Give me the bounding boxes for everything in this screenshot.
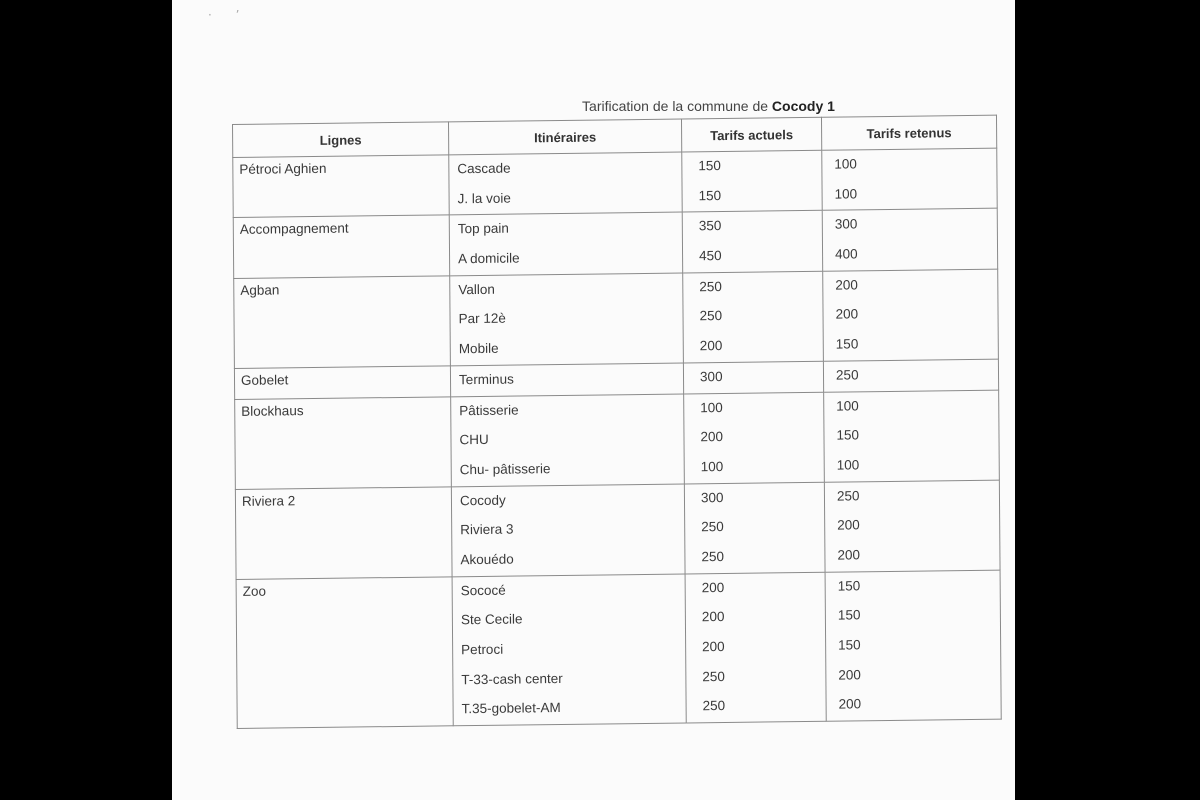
tarif-actuel-cell (684, 392, 825, 484)
itineraire-value: Mobile (458, 340, 499, 357)
itineraire-value: Cascade (457, 160, 511, 177)
tarif-retenu-value: 150 (836, 427, 860, 443)
itineraire-value: Pâtisserie (459, 402, 519, 418)
itineraire-value: Cocody (459, 492, 506, 508)
tarif-actuel-value: 150 (698, 158, 721, 174)
itineraire-value: Sococé (460, 582, 506, 598)
itineraire-value: Riviera 3 (460, 521, 514, 538)
tarif-actuel-value: 250 (699, 278, 722, 295)
ligne-name: Riviera 2 (241, 492, 296, 509)
itineraire-value: Par 12è (458, 311, 506, 327)
tarif-retenu-value: 200 (837, 517, 860, 533)
tarif-actuel-value: 200 (700, 429, 724, 445)
tarif-retenu-cell (824, 390, 1000, 482)
table-row (236, 570, 1001, 729)
tarif-retenu-value: 100 (836, 397, 859, 414)
tarif-actuel-cell (683, 361, 823, 393)
scan-marks: · ’ (208, 8, 250, 22)
tarif-table (232, 115, 1002, 729)
ligne-name: Accompagnement (239, 220, 349, 238)
tarif-retenu-cell (823, 269, 999, 361)
itineraire-value: Top pain (457, 220, 509, 237)
tarif-actuel-cell (682, 150, 822, 212)
tarif-actuel-value: 200 (702, 638, 725, 655)
tarif-retenu-value: 200 (837, 547, 861, 563)
itineraire-value: Terminus (458, 371, 514, 388)
tarif-retenu-cell (823, 359, 998, 392)
tarif-retenu-value: 300 (834, 216, 858, 233)
header-itineraires: Itinéraires (448, 119, 681, 155)
tarif-table-wrapper (232, 115, 1001, 729)
itineraire-cell (451, 393, 685, 486)
ligne-cell (235, 486, 452, 579)
itineraire-value: T-33-cash center (461, 670, 563, 687)
tarif-actuel-cell (684, 482, 825, 574)
itineraire-cell (450, 273, 684, 366)
tarif-retenu-value: 100 (836, 457, 860, 473)
ligne-cell (235, 396, 452, 489)
tarif-retenu-value: 200 (835, 277, 858, 293)
table-row (235, 480, 1000, 579)
page-title (172, 98, 1015, 114)
itineraire-value: Chu- pâtisserie (459, 460, 551, 478)
header-tarifs-retenus: Tarifs retenus (821, 115, 996, 150)
itineraire-cell (452, 574, 686, 726)
ligne-cell (234, 276, 451, 369)
tarif-retenu-value: 150 (838, 637, 861, 653)
tarif-actuel-value: 300 (699, 368, 723, 385)
tarif-retenu-value: 200 (838, 667, 861, 683)
ligne-name: Zoo (242, 583, 266, 599)
table-row (234, 269, 999, 368)
tarif-retenu-value: 100 (834, 186, 858, 202)
tarif-retenu-value: 150 (837, 577, 861, 594)
ligne-cell (234, 366, 450, 399)
table-body (233, 148, 1001, 728)
tarif-actuel-value: 150 (698, 187, 722, 203)
tarif-actuel-value: 100 (700, 399, 723, 415)
tarif-actuel-value: 200 (701, 579, 725, 595)
scanned-page (172, 0, 1015, 800)
tarif-actuel-value: 200 (701, 609, 725, 625)
tarif-actuel-value: 200 (699, 338, 723, 354)
tarif-actuel-value: 300 (700, 489, 724, 505)
tarif-retenu-cell (825, 570, 1001, 722)
ligne-name: Pétroci Aghien (239, 160, 327, 177)
tarif-actuel-value: 250 (701, 548, 725, 565)
tarif-retenu-value: 100 (834, 156, 857, 172)
tarif-retenu-value: 250 (836, 487, 860, 504)
itineraire-value: CHU (459, 432, 489, 448)
tarif-retenu-value: 150 (835, 336, 859, 352)
itineraire-value: T.35-gobelet-AM (461, 700, 561, 717)
title-prefix: Tarification de la commune de (582, 98, 772, 114)
itineraire-value: A domicile (458, 250, 520, 267)
itineraire-value: J. la voie (457, 190, 511, 206)
itineraire-value: Vallon (458, 281, 495, 297)
tarif-retenu-value: 200 (838, 696, 862, 712)
tarif-retenu-value: 150 (837, 607, 861, 623)
title-commune: Cocody 1 (771, 98, 835, 114)
itineraire-value: Ste Cecile (460, 611, 523, 628)
ligne-name: Agban (240, 282, 280, 298)
ligne-cell (236, 576, 453, 728)
ligne-cell (233, 215, 449, 278)
tarif-actuel-value: 100 (700, 458, 724, 475)
tarif-actuel-value: 350 (698, 218, 722, 234)
tarif-retenu-cell (822, 148, 997, 211)
tarif-actuel-value: 250 (701, 519, 724, 535)
tarif-retenu-value: 400 (835, 246, 858, 262)
itineraire-cell (449, 212, 682, 275)
tarif-retenu-value: 250 (835, 367, 859, 383)
header-lignes: Lignes (233, 122, 449, 158)
tarif-actuel-value: 250 (702, 698, 726, 714)
header-tarifs-actuels: Tarifs actuels (681, 117, 821, 152)
tarif-actuel-cell (682, 211, 822, 273)
ligne-cell (233, 155, 449, 218)
itineraire-cell (449, 152, 682, 215)
table-row (235, 390, 1000, 489)
tarif-actuel-value: 250 (702, 668, 725, 684)
table-row (233, 209, 997, 279)
tarif-actuel-cell (685, 572, 826, 723)
itineraire-cell (450, 363, 683, 397)
table-row (233, 148, 997, 218)
tarif-actuel-value: 450 (699, 248, 722, 264)
ligne-name: Blockhaus (241, 402, 304, 419)
tarif-retenu-cell (822, 209, 997, 272)
itineraire-cell (451, 484, 685, 577)
tarif-actuel-cell (683, 271, 824, 363)
tarif-retenu-value: 200 (835, 306, 859, 323)
ligne-name: Gobelet (240, 372, 289, 388)
itineraire-value: Petroci (461, 641, 504, 658)
tarif-retenu-cell (824, 480, 1000, 572)
tarif-actuel-value: 250 (699, 308, 723, 324)
itineraire-value: Akouédo (460, 551, 514, 568)
